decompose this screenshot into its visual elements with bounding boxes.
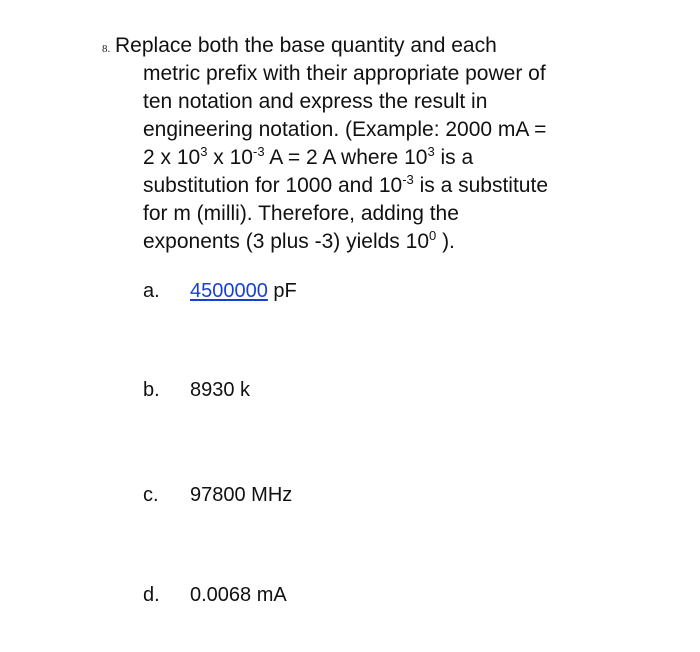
part-a-unit: pF [267, 280, 297, 302]
superscript: 3 [427, 144, 435, 159]
question-number: 8. [102, 43, 111, 55]
part-a [143, 278, 297, 304]
text-segment: is a [434, 146, 474, 169]
part-letter: a. [143, 280, 160, 302]
question-line-4: engineering notation. (Example: 2000 mA = [143, 118, 547, 141]
text-segment: x 10 [207, 146, 253, 169]
part-letter: c. [143, 484, 159, 506]
text-segment: ). [436, 230, 455, 253]
superscript: 0 [429, 228, 437, 243]
text-segment: A = 2 A where 10 [264, 146, 428, 169]
superscript: -3 [252, 144, 265, 159]
superscript: -3 [402, 172, 414, 187]
text-segment: substitution for 1000 and 10 [143, 174, 403, 197]
question-line-7: for m (milli). Therefore, adding the [143, 202, 459, 225]
question-line-6 [143, 172, 548, 200]
text-segment: 2 x 10 [143, 146, 201, 169]
part-d [143, 582, 287, 608]
part-letter: d. [143, 584, 160, 606]
part-b [143, 377, 250, 403]
question-line-3: ten notation and express the result in [143, 90, 488, 113]
part-a-value-link[interactable]: 4500000 [190, 280, 268, 302]
part-b-value: 8930 k [190, 379, 251, 401]
text-segment: exponents (3 plus -3) yields 10 [143, 230, 429, 253]
text-segment: is a substitute [413, 174, 548, 197]
question-line-2: metric prefix with their appropriate power of [143, 62, 546, 85]
part-c-value: 97800 MHz [190, 484, 293, 506]
part-letter: b. [143, 379, 160, 401]
part-d-value: 0.0068 mA [190, 584, 287, 606]
superscript: 3 [200, 144, 208, 159]
question-line-5 [143, 144, 473, 172]
question-line-1: Replace both the base quantity and each [115, 34, 497, 57]
question-line-8 [143, 228, 455, 256]
part-c [143, 482, 292, 508]
